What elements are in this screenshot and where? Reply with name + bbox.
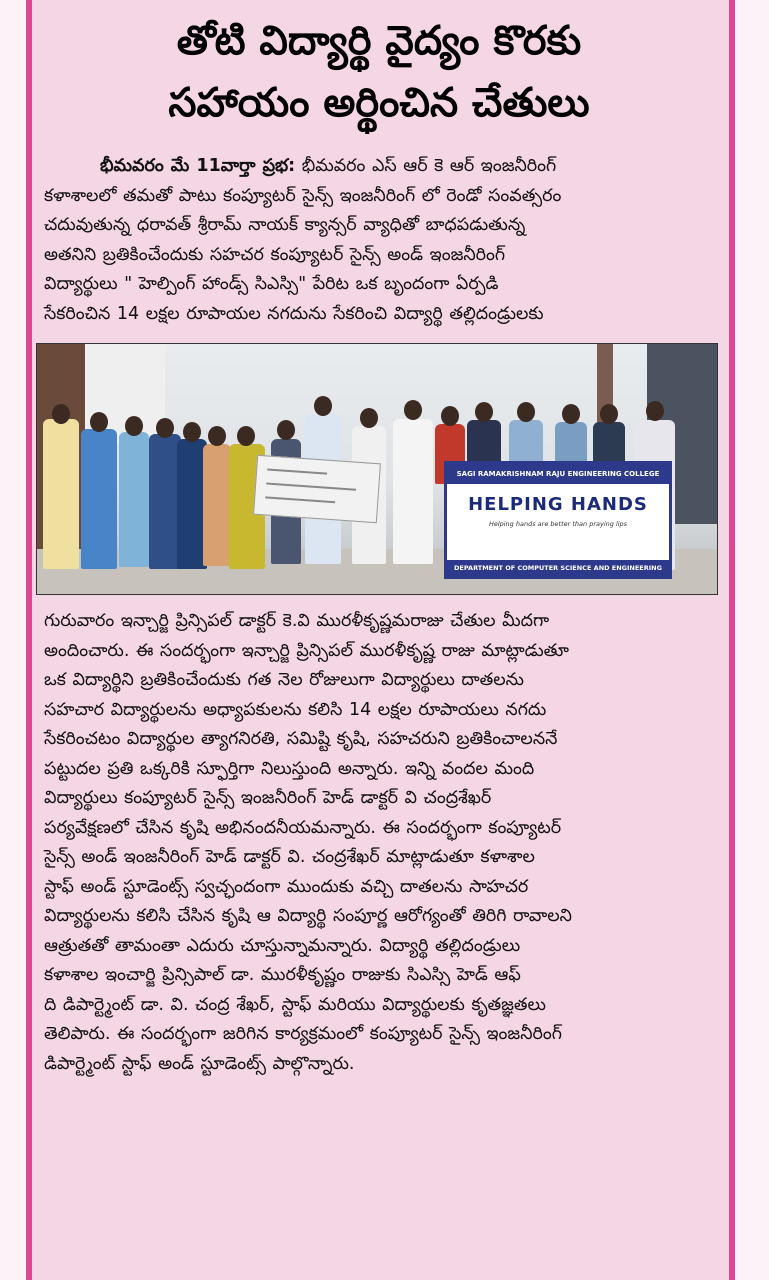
photo-person-head bbox=[475, 402, 493, 422]
intro-line bbox=[44, 152, 714, 182]
body-line: ది డిపార్ట్మెంట్ డా. వి. చంద్ర శేఖర్, స్టాఫ్ మరియు విద్యార్థులకు కృతజ్ఞతలు bbox=[44, 994, 546, 1015]
body-line: ఒక విద్యార్థిని బ్రతికించేందుకు గత నెల రోజులుగా విద్యార్థులు దాతలను bbox=[44, 670, 524, 690]
body-line: స్టాఫ్ అండ్ స్టూడెంట్స్ స్వచ్ఛందంగా ముందుకు వచ్చి దాతలను సాహచర bbox=[44, 876, 529, 897]
body-line: సేకరించటం విద్యార్థుల త్యాగనిరతి, సమిష్టి కృషి, సహచరుని బ్రతికించాలననే bbox=[44, 729, 558, 749]
body-line: సైన్స్ అండ్ ఇంజనీరింగ్ హెడ్ డాక్టర్ వి. చంద్రశేఖర్ మాట్లాడుతూ కళాశాల bbox=[44, 847, 535, 867]
photo-person bbox=[203, 444, 231, 566]
photo-person-head bbox=[183, 422, 201, 442]
right-margin bbox=[729, 0, 769, 1280]
photo-person-head bbox=[314, 396, 332, 416]
body-line: విద్యార్థులు కంప్యూటర్ సైన్స్ ఇంజనీరింగ్ హెడ్ డాక్టర్ వి చంద్రశేఖర్ bbox=[44, 788, 492, 808]
body-line: పట్టుదల ప్రతి ఒక్కరికి స్ఫూర్తిగా నిలుస్తుంది అన్నారు. ఇన్ని వందల మంది bbox=[44, 758, 535, 779]
body-line: డిపార్ట్మెంట్ స్టాఫ్ అండ్ స్టూడెంట్స్ పాల్గొన్నారు. bbox=[44, 1053, 355, 1074]
photo-person-head bbox=[360, 408, 378, 428]
intro-line-text: భీమవరం ఎస్ ఆర్ కె ఆర్ ఇంజనీరింగ్ bbox=[295, 156, 557, 176]
photo-person-head bbox=[517, 402, 535, 422]
left-border-line bbox=[26, 0, 32, 1280]
intro-line: చదువుతున్న ధరావత్ శ్రీరామ్ నాయక్ క్యాన్సర్ వ్యాధితో బాధపడుతున్న bbox=[44, 215, 526, 235]
dateline: భీమవరం మే 11వార్తా ప్రభ: bbox=[100, 156, 296, 176]
news-photo bbox=[36, 343, 718, 595]
banner-department: DEPARTMENT OF COMPUTER SCIENCE AND ENGINEERING bbox=[447, 560, 669, 576]
body-line: గురువారం ఇన్చార్జి ప్రిన్సిపల్ డాక్టర్ కె.వి మురళీకృష్ణమరాజు చేతుల మీదగా bbox=[44, 611, 550, 631]
headline-line-2: సహాయం అర్థించిన చేతులు bbox=[168, 80, 590, 126]
body-line: అందించారు. ఈ సందర్భంగా ఇన్చార్జి ప్రిన్సిపల్ మురళీకృష్ణ రాజు మాట్లాడుతూ bbox=[44, 640, 569, 661]
left-margin bbox=[0, 0, 32, 1280]
photo-person-head bbox=[646, 401, 664, 421]
body-line: ఆత్రుతతో తామంతా ఎదురు చూస్తున్నామన్నారు. విద్యార్థి తల్లిదండ్రులు bbox=[44, 935, 521, 956]
photo-person-head bbox=[404, 400, 422, 420]
news-clipping bbox=[36, 0, 722, 1280]
photo-person-head bbox=[600, 404, 618, 424]
banner-tagline: Helping hands are better than praying lips bbox=[488, 520, 628, 528]
photo-person bbox=[119, 432, 149, 567]
banner-college-name: SAGI RAMAKRISHNAM RAJU ENGINEERING COLLEGE bbox=[447, 464, 669, 484]
intro-line: కళాశాలలో తమతో పాటు కంప్యూటర్ సైన్స్ ఇంజనీరింగ్ లో రెండో సంవత్సరం bbox=[44, 185, 562, 206]
headline-line-1: తోటి విద్యార్థి వైద్యం కొరకు bbox=[176, 18, 582, 64]
intro-line: సేకరించిన 14 లక్షల రూపాయల నగదును సేకరించి విద్యార్థి తల్లిదండ్రులకు bbox=[44, 303, 544, 324]
intro-paragraph bbox=[36, 152, 722, 329]
photo-person-head bbox=[237, 426, 255, 446]
right-border-line bbox=[729, 0, 735, 1280]
body-line: కళాశాల ఇంచార్జి ప్రిన్సిపాల్ డా. మురళీకృష్ణం రాజుకు సిఎస్సి హెడ్ ఆఫ్ bbox=[44, 965, 521, 985]
banner-title: HELPING HANDS bbox=[468, 494, 648, 515]
photo-person-head bbox=[156, 418, 174, 438]
body-line: సహచార విద్యార్థులను అధ్యాపకులను కలిసి 14 లక్షల రూపాయలు నగదు bbox=[44, 699, 547, 720]
article-headline bbox=[36, 10, 722, 134]
photo-person bbox=[43, 419, 79, 569]
body-paragraph bbox=[36, 607, 722, 1079]
intro-line: విద్యార్థులు " హెల్పింగ్ హాండ్స్ సిఎస్సి" పేరిట ఒక బృందంగా ఏర్పడి bbox=[44, 274, 499, 294]
helping-hands-banner bbox=[444, 461, 672, 579]
intro-line: అతనిని బ్రతికించేందుకు సహచర కంప్యూటర్ సైన్స్ అండ్ ఇంజనీరింగ్ bbox=[44, 244, 506, 265]
photo-person-head bbox=[125, 416, 143, 436]
photo-person-head bbox=[208, 426, 226, 446]
photo-cheque bbox=[253, 455, 381, 524]
body-line: విద్యార్థులను కలిసి చేసిన కృషి ఆ విద్యార్థి సంపూర్ణ ఆరోగ్యంతో తిరిగి రావాలని bbox=[44, 906, 572, 926]
body-line: తెలిపారు. ఈ సందర్భంగా జరిగిన కార్యక్రమంలో కంప్యూటర్ సైన్స్ ఇంజనీరింగ్ bbox=[44, 1024, 562, 1044]
photo-person bbox=[81, 429, 117, 569]
photo-person-head bbox=[441, 406, 459, 426]
photo-person-head bbox=[90, 412, 108, 432]
photo-person-head bbox=[52, 404, 70, 424]
body-line: పర్యవేక్షణలో చేసిన కృషి అభినందనీయమన్నారు. ఈ సందర్భంగా కంప్యూటర్ bbox=[44, 817, 562, 838]
photo-person bbox=[393, 419, 433, 564]
photo-person-head bbox=[277, 420, 295, 440]
photo-person-head bbox=[562, 404, 580, 424]
